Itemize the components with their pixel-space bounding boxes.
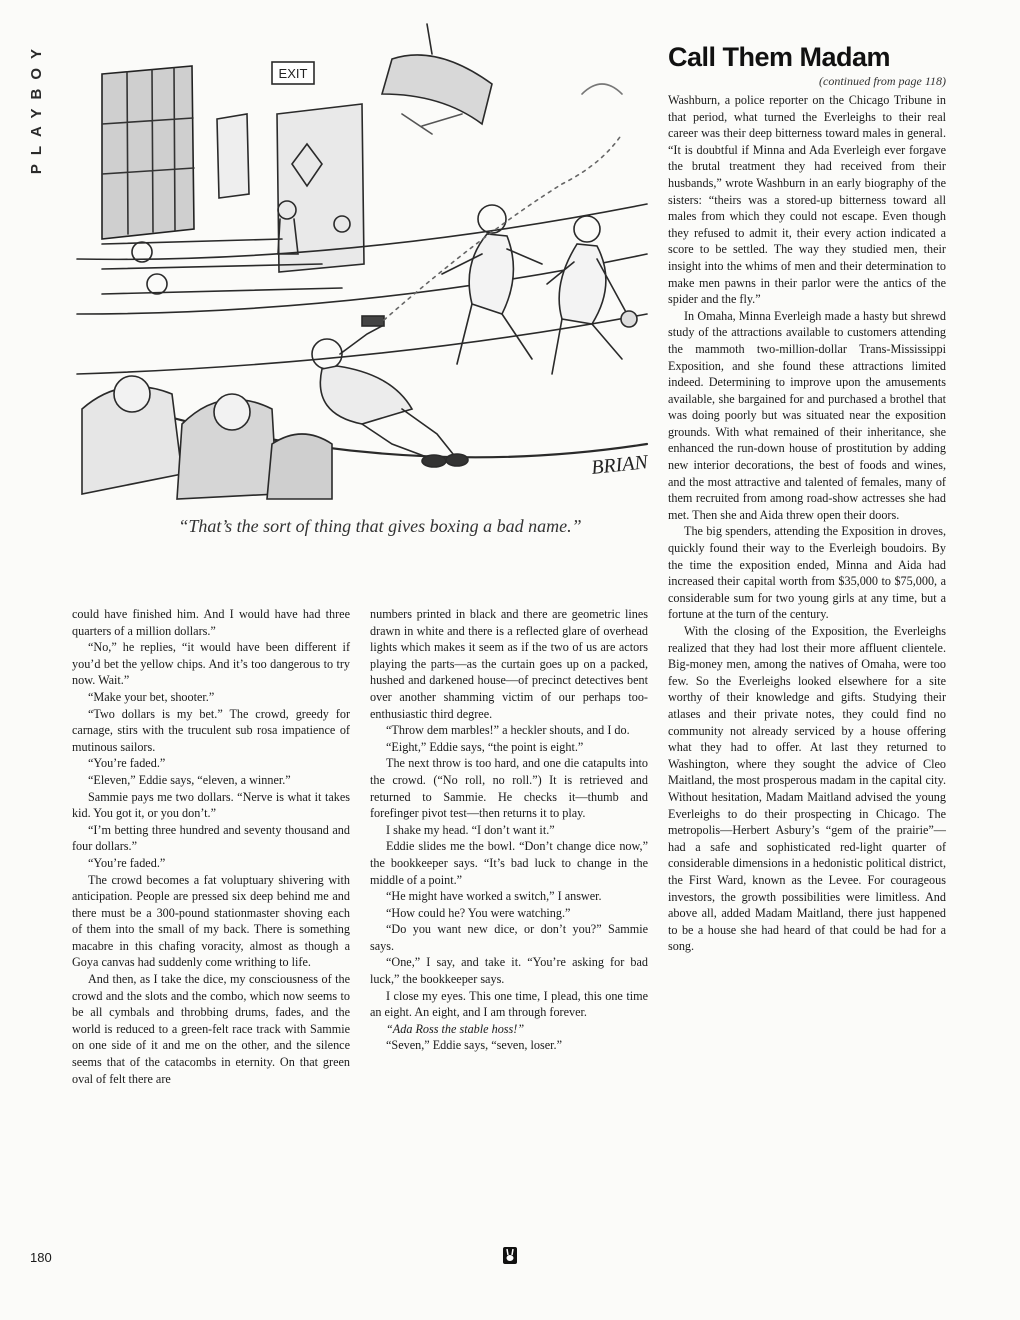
paragraph: Washburn, a police reporter on the Chicago Tribune in that period, what turned the Everleighs to their real career was their deep bitterness toward males in general. “It is doubtful if Minna and Ada Everleigh ever forgave the brutal treatment they had received from their husbands,” wrote Washburn in an early biography of the sisters: “theirs was a stored-up bitterness toward all males from which they could not escape. Even though they refused to admit it, their every action indicated a score to be settled. The way they studied men, their insight into the whims of men and their determination to make men pawns in their parlor were the antics of the spider and the fly.” [668, 93, 946, 307]
paragraph: “Make your bet, shooter.” [88, 689, 215, 704]
paragraph: The next throw is too hard, and one die catapults into the crowd. (“No roll, no roll.”) It is retrieved and returned to Sammie. He checks it—thumb and forefinger pivot test—then returns it to play. [370, 756, 648, 821]
paragraph: Eddie slides me the bowl. “Don’t change dice now,” the bookkeeper says. “It’s bad luck to change in the middle of a point.” [370, 839, 648, 887]
cartoon-drawing [62, 14, 652, 504]
paragraph: “Do you want new dice, or don’t you?” Sammie says. [370, 922, 648, 953]
story-column-2 [370, 606, 648, 1054]
paragraph: I shake my head. “I don’t want it.” [386, 822, 555, 837]
paragraph: “No,” he replies, “it would have been different if you’d bet the yellow chips. And it’s too dangerous to try now. Wait.” [72, 640, 350, 688]
paragraph: “One,” I say, and take it. “You’re asking for bad luck,” the bookkeeper says. [370, 955, 648, 987]
page-number: 180 [30, 1250, 52, 1265]
paragraph: “Eight,” Eddie says, “the point is eight.” [386, 739, 584, 754]
paragraph: In Omaha, Minna Everleigh made a hasty but shrewd study of the attractions available to customers attending the mammoth two-million-dollar Trans-Mississippi Exposition, and she found these attractions limited indeed. Determining to improve upon the amusements available, she bargained for and purchased a brothel that was doing poorly but was situated near the exposition grounds. With what remained of their inheritance, she enhanced the run-down house of prostitution by adding new interior decorations, the best of foods and wines, and the most attractive and talented of females, many of them recruited from among road-show actresses she had met. Then she and Aida threw open their doors. [668, 308, 946, 522]
cartoon-caption: “That’s the sort of thing that gives boxing a bad name.” [178, 516, 582, 536]
story-column-1 [72, 606, 350, 1087]
paragraph: With the closing of the Exposition, the Everleighs realized that they had lost their more affluent clientele. Big-money men, among the natives of Omaha, were too few. So the Everleighs looked elsewhere for a site worthy of their knowledge and gifts. Studying their atlases and their private notes, they could find no community not already serviced by a house offering what they had to offer. At last they returned to Washington, where they sought the advice of Cleo Maitland, the most prosperous madam in the capital city. Without hesitation, Madam Maitland advised the young Everleighs to do their prospecting in Chicago. The metropolis—Herbert Asbury’s “gem of the prairie”—had a safe and sophisticated red-light quarter of considerable dimensions in a hedonistic political district, the First Ward, known as the Levee. For courageous investors, the growth possibilities were limitless. And above all, added Madam Maitland, there just happened to be a house she had heard of that could be had for a song. [668, 624, 946, 954]
magazine-name-vertical: PLAYBOY [28, 40, 45, 175]
paragraph: could have finished him. And I would have had three quarters of a million dollars.” [72, 607, 350, 638]
paragraph: “He might have worked a switch,” I answer. [386, 889, 602, 904]
continued-from-note: (continued from page 118) [819, 74, 946, 88]
paragraph: “How could he? You were watching.” [386, 905, 571, 920]
paragraph: “Eleven,” Eddie says, “eleven, a winner.” [88, 772, 291, 787]
article-headline: Call Them Madam [668, 42, 891, 72]
paragraph: Sammie pays me two dollars. “Nerve is what it takes kid. You got it, or you don’t.” [72, 789, 350, 821]
paragraph: “Two dollars is my bet.” The crowd, greedy for carnage, stirs with the truculent sub rosa impatience of mutinous sailors. [72, 706, 350, 754]
paragraph: “You’re faded.” [88, 756, 166, 771]
paragraph: The crowd becomes a fat voluptuary shivering with anticipation. People are pressed six deep behind me and there must be a 300-pound stationmaster shoving each of them into the small of my back. There is something macabre in this chafing voracity, almost as though a Goya canvas had suddenly come writhing to life. [72, 872, 350, 970]
paragraph: And then, as I take the dice, my consciousness of the crowd and the slots and the combo, which now seems to be all cymbals and throbbing drums, fades, and the world is reduced to a green-felt race track with Sammie on one side of it and me on the other, and the silence seems that of the catacombs in eternity. On that green oval of felt there are [72, 972, 350, 1086]
paragraph: “You’re faded.” [88, 855, 166, 870]
paragraph: “Ada Ross the stable hoss!” [386, 1021, 525, 1036]
article-column [668, 92, 946, 955]
paragraph: “I’m betting three hundred and seventy thousand and four dollars.” [72, 822, 350, 854]
paragraph: “Seven,” Eddie says, “seven, loser.” [386, 1038, 562, 1053]
rabbit-head-icon [503, 1247, 517, 1264]
exit-sign-text: EXIT [278, 66, 308, 81]
paragraph: The big spenders, attending the Exposition in droves, quickly found their way to the Everleigh boudoirs. By the time the exposition ended, Minna and Aida had increased their capital worth from $35,000 to $75,000, a considerable sum for two young girls at any time, but a fortune at the turn of the century. [668, 524, 946, 622]
paragraph: numbers printed in black and there are geometric lines drawn in white and there is a reflected glare of overhead lights which makes it seem as if the two of us are actors playing the parts—as the curtain goes up on a packed, hushed and darkened house—of precinct detectives bent over another shamming victim of our perhaps too-enthusiastic third degree. [370, 607, 648, 721]
cartoonist-signature: BRIAN [590, 451, 649, 479]
paragraph: I close my eyes. This one time, I plead, this one time an eight. An eight, and I am through forever. [370, 988, 648, 1020]
cartoon-illustration [62, 14, 652, 504]
rabbit-end-mark-icon [503, 1247, 517, 1264]
paragraph: “Throw dem marbles!” a heckler shouts, and I do. [386, 723, 630, 738]
